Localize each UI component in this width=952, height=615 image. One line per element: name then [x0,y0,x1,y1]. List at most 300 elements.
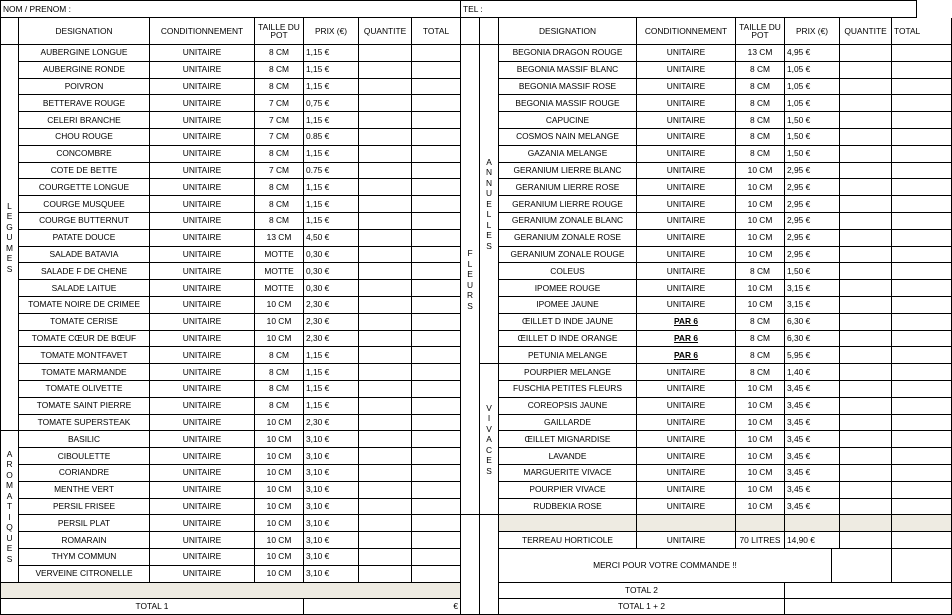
quantity-input[interactable] [840,381,892,398]
quantity-input[interactable] [359,62,412,79]
product-size: 8 CM [736,62,785,79]
quantity-input[interactable] [359,347,412,364]
quantity-input[interactable] [840,532,892,549]
product-conditionnement: UNITAIRE [637,213,736,230]
product-name: GERANIUM LIERRE ROUGE [499,196,637,213]
product-conditionnement: UNITAIRE [150,465,255,482]
product-size: 10 CM [255,415,304,432]
line-total[interactable] [412,213,461,230]
product-size: 10 CM [736,465,785,482]
product-price: 0.75 € [304,163,359,180]
product-size: 10 CM [255,515,304,532]
line-total[interactable] [892,62,952,79]
line-total[interactable] [892,230,952,247]
product-size: 10 CM [736,213,785,230]
line-total[interactable] [412,415,461,432]
conditionnement-header-right: CONDITIONNEMENT [637,18,736,45]
line-total[interactable] [892,45,952,62]
product-price: 2,30 € [304,314,359,331]
quantity-input[interactable] [840,95,892,112]
product-conditionnement: UNITAIRE [150,45,255,62]
product-conditionnement: UNITAIRE [150,515,255,532]
product-name: COSMOS NAIN MELANGE [499,129,637,146]
quantity-input[interactable] [359,230,412,247]
line-total[interactable] [412,196,461,213]
quantity-input[interactable] [840,247,892,264]
product-name: AUBERGINE RONDE [19,62,150,79]
product-size: 8 CM [736,112,785,129]
line-total[interactable] [412,566,461,583]
line-total[interactable] [412,297,461,314]
product-conditionnement: UNITAIRE [637,381,736,398]
line-total[interactable] [412,247,461,264]
product-conditionnement: PAR 6 [637,314,736,331]
line-total[interactable] [892,146,952,163]
product-name: BEGONIA MASSIF ROUGE [499,95,637,112]
product-size: 8 CM [736,95,785,112]
terreau-name: TERREAU HORTICOLE [499,532,637,549]
quantity-input[interactable] [840,179,892,196]
product-size: 8 CM [255,45,304,62]
product-price: 0,30 € [304,247,359,264]
product-name: GAZANIA MELANGE [499,146,637,163]
category-vivaces: V I V A C E S [480,364,499,515]
product-price: 3,45 € [785,499,840,516]
spacer [637,515,736,532]
quantity-input[interactable] [359,381,412,398]
quantity-input[interactable] [840,347,892,364]
product-size: 8 CM [255,196,304,213]
product-price: 0,75 € [304,95,359,112]
product-size: 7 CM [255,95,304,112]
product-size: MOTTE [255,247,304,264]
product-price: 3,45 € [785,431,840,448]
line-total[interactable] [892,381,952,398]
product-price: 2,30 € [304,415,359,432]
product-size: 8 CM [255,364,304,381]
product-size: 10 CM [736,482,785,499]
product-size: 10 CM [736,297,785,314]
product-price: 3,10 € [304,566,359,583]
quantity-input[interactable] [840,465,892,482]
product-conditionnement: UNITAIRE [637,448,736,465]
total2-value[interactable] [785,583,952,599]
quantity-input[interactable] [359,280,412,297]
line-total[interactable] [892,398,952,415]
product-size: 8 CM [255,146,304,163]
line-total[interactable] [412,482,461,499]
product-name: BEGONIA MASSIF ROSE [499,79,637,96]
quantity-input[interactable] [840,163,892,180]
product-size: 10 CM [255,532,304,549]
line-total[interactable] [412,398,461,415]
product-size: 10 CM [255,566,304,583]
product-size: 10 CM [736,448,785,465]
product-name: PETUNIA MELANGE [499,347,637,364]
quantity-input[interactable] [359,364,412,381]
line-total[interactable] [892,314,952,331]
product-conditionnement: UNITAIRE [637,79,736,96]
product-size: 10 CM [255,482,304,499]
line-total[interactable] [892,163,952,180]
line-total[interactable] [892,415,952,432]
product-name: PERSIL PLAT [19,515,150,532]
product-conditionnement: UNITAIRE [637,95,736,112]
product-conditionnement: UNITAIRE [637,482,736,499]
line-total[interactable] [412,95,461,112]
product-conditionnement: UNITAIRE [150,213,255,230]
product-size: 8 CM [736,79,785,96]
quantity-input[interactable] [840,297,892,314]
product-size: 8 CM [255,398,304,415]
product-size: 13 CM [736,45,785,62]
quantity-input[interactable] [359,566,412,583]
quantity-input[interactable] [359,398,412,415]
line-total[interactable] [412,532,461,549]
product-price: 1,15 € [304,347,359,364]
product-price: 1,05 € [785,95,840,112]
product-price: 1,50 € [785,129,840,146]
product-name: GERANIUM ZONALE ROSE [499,230,637,247]
quantite-header: QUANTITE [359,18,412,45]
product-price: 3,45 € [785,415,840,432]
quantity-input[interactable] [840,196,892,213]
line-total[interactable] [412,515,461,532]
product-name: COLEUS [499,263,637,280]
product-name: TOMATE OLIVETTE [19,381,150,398]
line-total[interactable] [892,129,952,146]
product-price: 1,50 € [785,146,840,163]
product-price: 1,15 € [304,146,359,163]
quantity-input[interactable] [840,364,892,381]
product-size: 10 CM [255,314,304,331]
line-total[interactable] [412,230,461,247]
line-total[interactable] [892,213,952,230]
product-price: 0.85 € [304,129,359,146]
line-total[interactable] [892,431,952,448]
quantity-input[interactable] [840,213,892,230]
spacer [499,515,637,532]
quantity-input[interactable] [359,431,412,448]
product-size: 8 CM [255,62,304,79]
product-name: GERANIUM ZONALE BLANC [499,213,637,230]
product-conditionnement: UNITAIRE [150,79,255,96]
product-size: 7 CM [255,163,304,180]
product-conditionnement: UNITAIRE [637,146,736,163]
line-total[interactable] [412,79,461,96]
line-total[interactable] [412,146,461,163]
line-total[interactable] [412,129,461,146]
product-price: 2,30 € [304,297,359,314]
product-name: BEGONIA MASSIF BLANC [499,62,637,79]
quantity-input[interactable] [840,112,892,129]
product-name: BETTERAVE ROUGE [19,95,150,112]
line-total[interactable] [412,62,461,79]
product-price: 1,50 € [785,263,840,280]
product-name: MENTHE VERT [19,482,150,499]
product-name: COURGE BUTTERNUT [19,213,150,230]
product-conditionnement: UNITAIRE [637,230,736,247]
product-size: 10 CM [255,297,304,314]
line-total[interactable] [412,314,461,331]
line-total[interactable] [412,549,461,566]
product-size: 10 CM [255,331,304,348]
product-size: 10 CM [255,499,304,516]
product-name: CORIANDRE [19,465,150,482]
total2-label: TOTAL 2 [499,583,785,599]
line-total[interactable] [892,482,952,499]
line-total[interactable] [412,364,461,381]
prix-header-right: PRIX (€) [785,18,840,45]
quantity-input[interactable] [359,146,412,163]
tel-field[interactable]: TEL : [461,0,917,18]
quantity-input[interactable] [359,532,412,549]
product-conditionnement: UNITAIRE [150,364,255,381]
product-conditionnement: UNITAIRE [150,62,255,79]
line-total[interactable] [412,179,461,196]
line-total[interactable] [892,79,952,96]
line-total[interactable] [892,532,952,549]
taille-header-right: TAILLE DU POT [736,18,785,45]
product-name: COURGE MUSQUEE [19,196,150,213]
product-name: MARGUERITE VIVACE [499,465,637,482]
product-conditionnement: UNITAIRE [150,331,255,348]
product-conditionnement: UNITAIRE [150,247,255,264]
line-total[interactable] [412,112,461,129]
product-size: 8 CM [736,146,785,163]
quantity-input[interactable] [359,129,412,146]
quantity-input[interactable] [359,163,412,180]
line-total[interactable] [892,112,952,129]
quantity-input[interactable] [359,314,412,331]
quantity-input[interactable] [359,297,412,314]
quantity-input[interactable] [359,179,412,196]
product-price: 1,15 € [304,364,359,381]
line-total[interactable] [892,499,952,516]
total1-value[interactable]: € [304,599,461,615]
product-size: 8 CM [736,263,785,280]
line-total[interactable] [892,364,952,381]
product-conditionnement: UNITAIRE [150,499,255,516]
product-conditionnement: UNITAIRE [150,532,255,549]
quantity-input[interactable] [840,398,892,415]
product-size: MOTTE [255,280,304,297]
line-total[interactable] [892,297,952,314]
quantity-input[interactable] [359,331,412,348]
product-conditionnement: UNITAIRE [637,364,736,381]
product-name: TOMATE NOIRE DE CRIMEE [19,297,150,314]
quantity-input[interactable] [359,482,412,499]
line-total[interactable] [892,179,952,196]
product-price: 1,15 € [304,112,359,129]
quantity-input[interactable] [359,549,412,566]
quantity-input[interactable] [359,465,412,482]
quantity-input[interactable] [359,415,412,432]
line-total[interactable] [412,347,461,364]
line-total[interactable] [412,431,461,448]
quantity-input[interactable] [840,415,892,432]
product-name: POURPIER VIVACE [499,482,637,499]
quantity-input[interactable] [840,499,892,516]
product-conditionnement: UNITAIRE [150,95,255,112]
product-price: 2,95 € [785,163,840,180]
quantity-input[interactable] [359,213,412,230]
quantity-input[interactable] [840,146,892,163]
product-price: 3,45 € [785,465,840,482]
product-price: 1,15 € [304,45,359,62]
line-total[interactable] [412,331,461,348]
line-total[interactable] [412,448,461,465]
quantity-input[interactable] [359,448,412,465]
product-conditionnement: UNITAIRE [150,448,255,465]
quantity-input[interactable] [359,263,412,280]
line-total[interactable] [892,280,952,297]
product-conditionnement: UNITAIRE [150,179,255,196]
product-conditionnement: UNITAIRE [150,263,255,280]
product-price: 3,45 € [785,448,840,465]
quantity-input[interactable] [359,95,412,112]
product-price: 3,45 € [785,482,840,499]
product-price: 2,95 € [785,247,840,264]
product-name: FUSCHIA PETITES FLEURS [499,381,637,398]
quantity-input[interactable] [840,314,892,331]
left-spacer [0,583,461,599]
quantity-input[interactable] [359,515,412,532]
product-name: POURPIER MELANGE [499,364,637,381]
quantity-input[interactable] [840,230,892,247]
product-conditionnement: UNITAIRE [150,415,255,432]
line-total[interactable] [412,280,461,297]
quantity-input[interactable] [359,499,412,516]
spacer [785,515,840,532]
quantity-input[interactable] [840,263,892,280]
product-size: 10 CM [736,179,785,196]
product-name: TOMATE MARMANDE [19,364,150,381]
category-fleurs: F L E U R S [461,45,480,515]
product-conditionnement: UNITAIRE [150,129,255,146]
product-price: 2,95 € [785,230,840,247]
product-size: 10 CM [736,398,785,415]
quantity-input[interactable] [359,45,412,62]
separator-footer [461,515,480,614]
quantity-input[interactable] [840,62,892,79]
product-conditionnement: UNITAIRE [637,163,736,180]
quantity-input[interactable] [840,331,892,348]
product-conditionnement: PAR 6 [637,331,736,348]
product-conditionnement: UNITAIRE [150,146,255,163]
product-name: TOMATE SUPERSTEAK [19,415,150,432]
taille-header: TAILLE DU POT [255,18,304,45]
product-price: 0,30 € [304,280,359,297]
product-name: POIVRON [19,79,150,96]
line-total[interactable] [412,381,461,398]
quantity-input[interactable] [840,431,892,448]
product-size: 8 CM [255,381,304,398]
product-price: 5,95 € [785,347,840,364]
product-name: SALADE F DE CHENE [19,263,150,280]
product-conditionnement: UNITAIRE [150,549,255,566]
name-field[interactable]: NOM / PRENOM : [0,0,461,18]
product-name: ŒILLET MIGNARDISE [499,431,637,448]
line-total[interactable] [892,347,952,364]
quantity-input[interactable] [840,79,892,96]
product-name: CAPUCINE [499,112,637,129]
product-price: 3,45 € [785,398,840,415]
product-price: 1,15 € [304,196,359,213]
line-total[interactable] [412,499,461,516]
quantity-input[interactable] [840,482,892,499]
line-total[interactable] [892,196,952,213]
line-total[interactable] [412,465,461,482]
product-price: 1,05 € [785,62,840,79]
product-size: 10 CM [736,431,785,448]
line-total[interactable] [892,448,952,465]
line-total[interactable] [892,247,952,264]
product-name: IPOMEE ROUGE [499,280,637,297]
product-size: 10 CM [736,381,785,398]
product-conditionnement: UNITAIRE [637,62,736,79]
product-price: 2,95 € [785,196,840,213]
product-conditionnement: UNITAIRE [150,230,255,247]
product-size: 10 CM [736,196,785,213]
product-name: BASILIC [19,431,150,448]
line-total[interactable] [892,263,952,280]
terreau-conditionnement: UNITAIRE [637,532,736,549]
product-conditionnement: UNITAIRE [150,314,255,331]
product-name: IPOMEE JAUNE [499,297,637,314]
separator-header [461,18,480,45]
quantity-input[interactable] [359,196,412,213]
product-name: CIBOULETTE [19,448,150,465]
quantity-input[interactable] [840,129,892,146]
product-size: 8 CM [736,129,785,146]
product-conditionnement: UNITAIRE [637,196,736,213]
product-price: 2,95 € [785,213,840,230]
line-total[interactable] [412,163,461,180]
product-name: TOMATE CŒUR DE BŒUF [19,331,150,348]
line-total[interactable] [892,331,952,348]
line-total[interactable] [412,45,461,62]
total12-value[interactable] [785,599,952,615]
line-total[interactable] [892,95,952,112]
quantity-input[interactable] [359,79,412,96]
product-conditionnement: UNITAIRE [150,431,255,448]
product-price: 6,30 € [785,314,840,331]
product-conditionnement: UNITAIRE [637,263,736,280]
product-price: 1,40 € [785,364,840,381]
quantity-input[interactable] [359,112,412,129]
product-conditionnement: UNITAIRE [637,129,736,146]
product-price: 3,10 € [304,532,359,549]
product-conditionnement: UNITAIRE [150,280,255,297]
product-size: 10 CM [736,163,785,180]
product-name: GAILLARDE [499,415,637,432]
product-conditionnement: UNITAIRE [637,112,736,129]
quantite-header-right: QUANTITE [840,18,892,45]
quantity-input[interactable] [840,448,892,465]
product-conditionnement: UNITAIRE [150,381,255,398]
quantity-input[interactable] [840,280,892,297]
blank [892,549,952,583]
quantity-input[interactable] [359,247,412,264]
spacer [736,515,785,532]
quantity-input[interactable] [840,45,892,62]
line-total[interactable] [892,465,952,482]
product-size: 10 CM [736,499,785,516]
line-total[interactable] [412,263,461,280]
subcategory-header [480,18,499,45]
product-name: PERSIL FRISEE [19,499,150,516]
